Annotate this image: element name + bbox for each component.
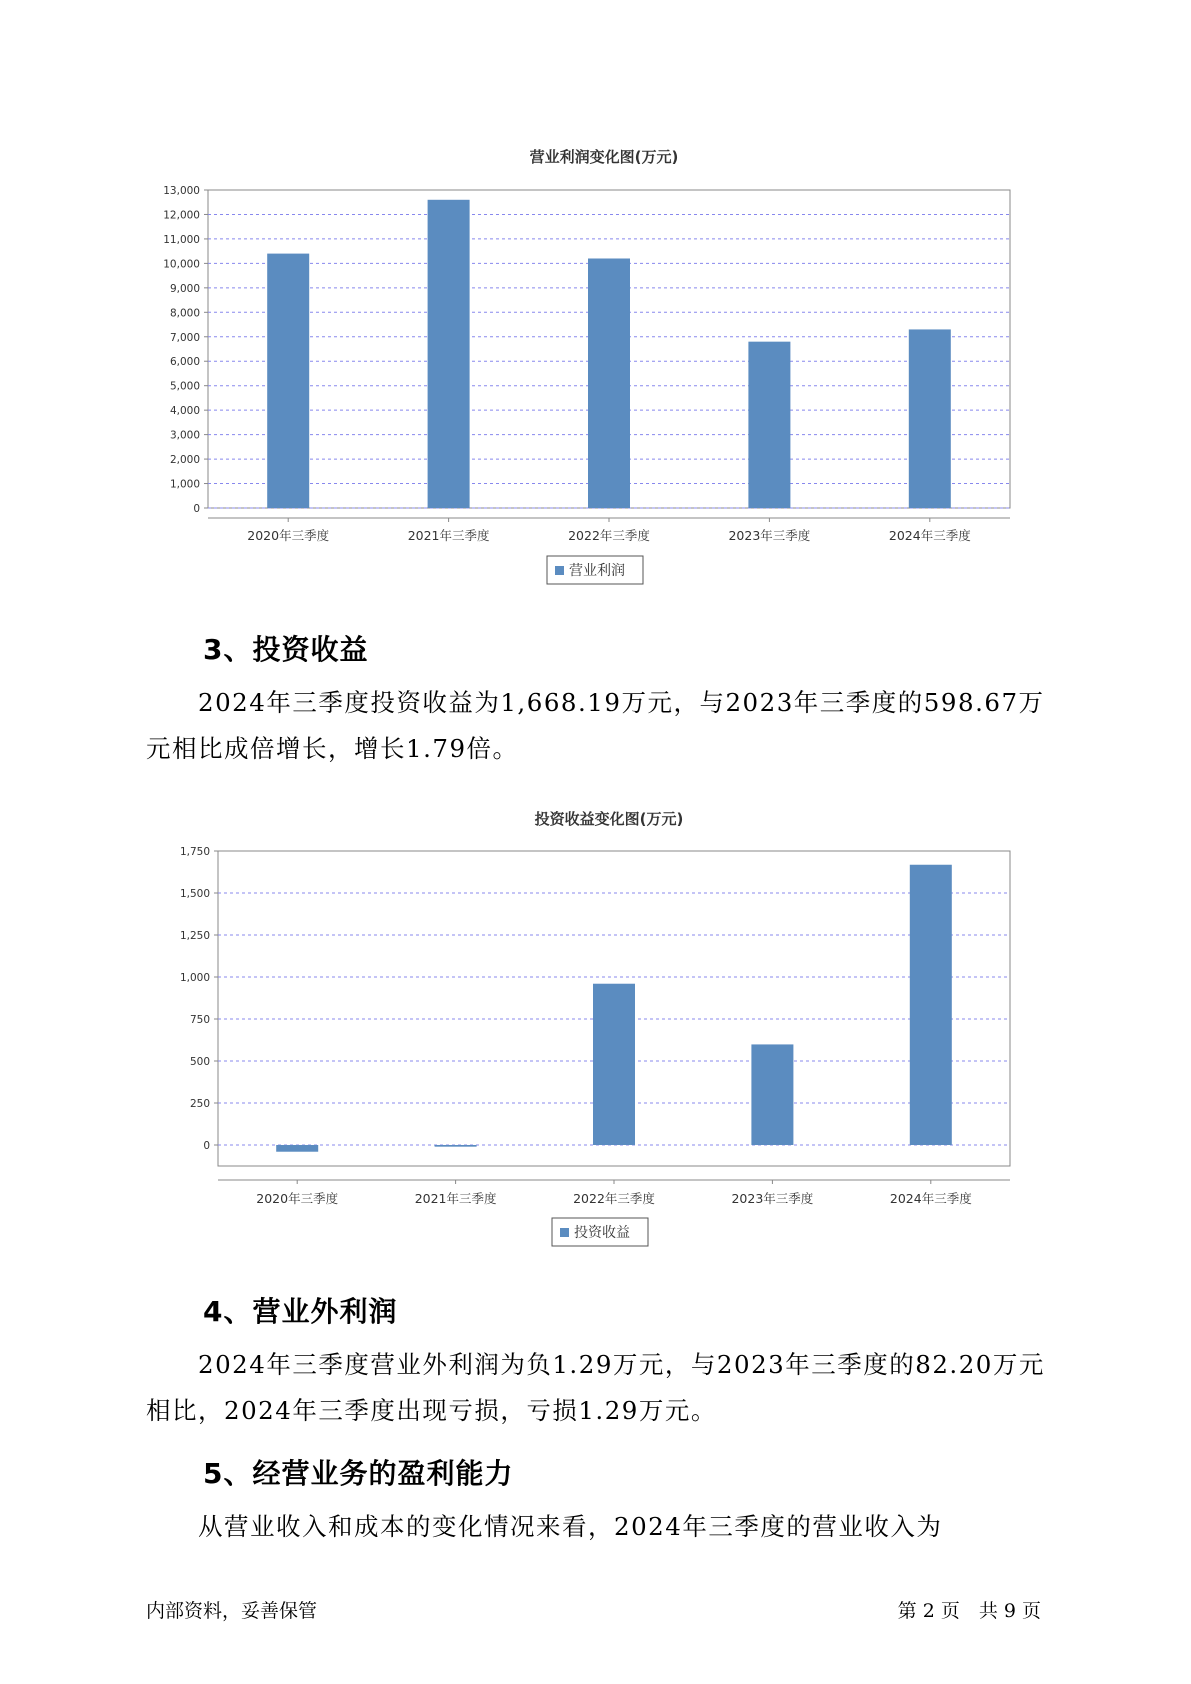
bar bbox=[751, 1044, 793, 1145]
bar bbox=[435, 1145, 477, 1147]
paragraph-investment-income: 2024年三季度投资收益为1,668.19万元，与2023年三季度的598.67万元相比成倍增长，增长1.79倍。 bbox=[146, 688, 1045, 763]
y-tick-label: 1,000 bbox=[169, 478, 200, 491]
y-tick-label: 11,000 bbox=[163, 233, 200, 246]
bar bbox=[276, 1145, 318, 1152]
y-tick-label: 0 bbox=[203, 1140, 210, 1152]
paragraph-non-operating-profit: 2024年三季度营业外利润为负1.29万元，与2023年三季度的82.20万元相比，2024年三季度出现亏损，亏损1.29万元。 bbox=[146, 1350, 1045, 1425]
legend-label: 投资收益 bbox=[574, 1225, 630, 1241]
y-tick-label: 500 bbox=[189, 1056, 210, 1068]
y-tick-label: 1,500 bbox=[179, 888, 210, 900]
y-tick-label: 7,000 bbox=[169, 331, 200, 344]
section-heading-non-operating-profit: 4、营业外利润 bbox=[203, 1295, 398, 1328]
y-tick-label: 4,000 bbox=[169, 405, 200, 418]
legend-swatch bbox=[560, 1228, 569, 1237]
x-tick-label: 2021年三季度 bbox=[407, 528, 490, 543]
y-tick-label: 1,250 bbox=[179, 930, 210, 942]
y-tick-label: 1,750 bbox=[179, 846, 210, 858]
bar bbox=[910, 865, 952, 1145]
y-tick-label: 5,000 bbox=[169, 380, 200, 393]
x-tick-label: 2022年三季度 bbox=[568, 528, 650, 543]
y-tick-label: 0 bbox=[193, 503, 200, 515]
chart-title: 营业利润变化图(万元) bbox=[529, 148, 679, 166]
x-tick-label: 2024年三季度 bbox=[888, 528, 971, 543]
x-tick-label: 2021年三季度 bbox=[414, 1191, 497, 1206]
x-tick-label: 2022年三季度 bbox=[573, 1191, 655, 1206]
y-tick-label: 12,000 bbox=[163, 209, 200, 222]
y-tick-label: 3,000 bbox=[169, 429, 200, 442]
y-tick-label: 13,000 bbox=[163, 185, 200, 197]
y-tick-label: 6,000 bbox=[169, 356, 200, 369]
y-tick-label: 750 bbox=[189, 1014, 210, 1026]
footer-page-number: 第 2 页 共 9 页 bbox=[897, 1600, 1041, 1622]
y-tick-label: 10,000 bbox=[163, 258, 200, 271]
legend-label: 营业利润 bbox=[569, 563, 625, 579]
y-tick-label: 250 bbox=[189, 1098, 210, 1110]
x-tick-label: 2020年三季度 bbox=[256, 1191, 339, 1206]
chart-title: 投资收益变化图(万元) bbox=[534, 810, 684, 828]
x-tick-label: 2023年三季度 bbox=[728, 528, 811, 543]
y-tick-label: 1,000 bbox=[179, 972, 210, 984]
y-tick-label: 9,000 bbox=[169, 282, 200, 295]
y-tick-label: 2,000 bbox=[169, 454, 200, 467]
section-heading-profitability: 5、经营业务的盈利能力 bbox=[203, 1457, 514, 1490]
x-tick-label: 2024年三季度 bbox=[889, 1191, 972, 1206]
paragraph-profitability: 从营业收入和成本的变化情况来看，2024年三季度的营业收入为 bbox=[198, 1512, 943, 1541]
bar bbox=[593, 984, 635, 1145]
x-tick-label: 2023年三季度 bbox=[731, 1191, 814, 1206]
y-tick-label: 8,000 bbox=[169, 307, 200, 320]
x-tick-label: 2020年三季度 bbox=[247, 528, 330, 543]
section-heading-investment-income: 3、投资收益 bbox=[203, 633, 369, 666]
footer-confidential-note: 内部资料，妥善保管 bbox=[146, 1600, 318, 1622]
